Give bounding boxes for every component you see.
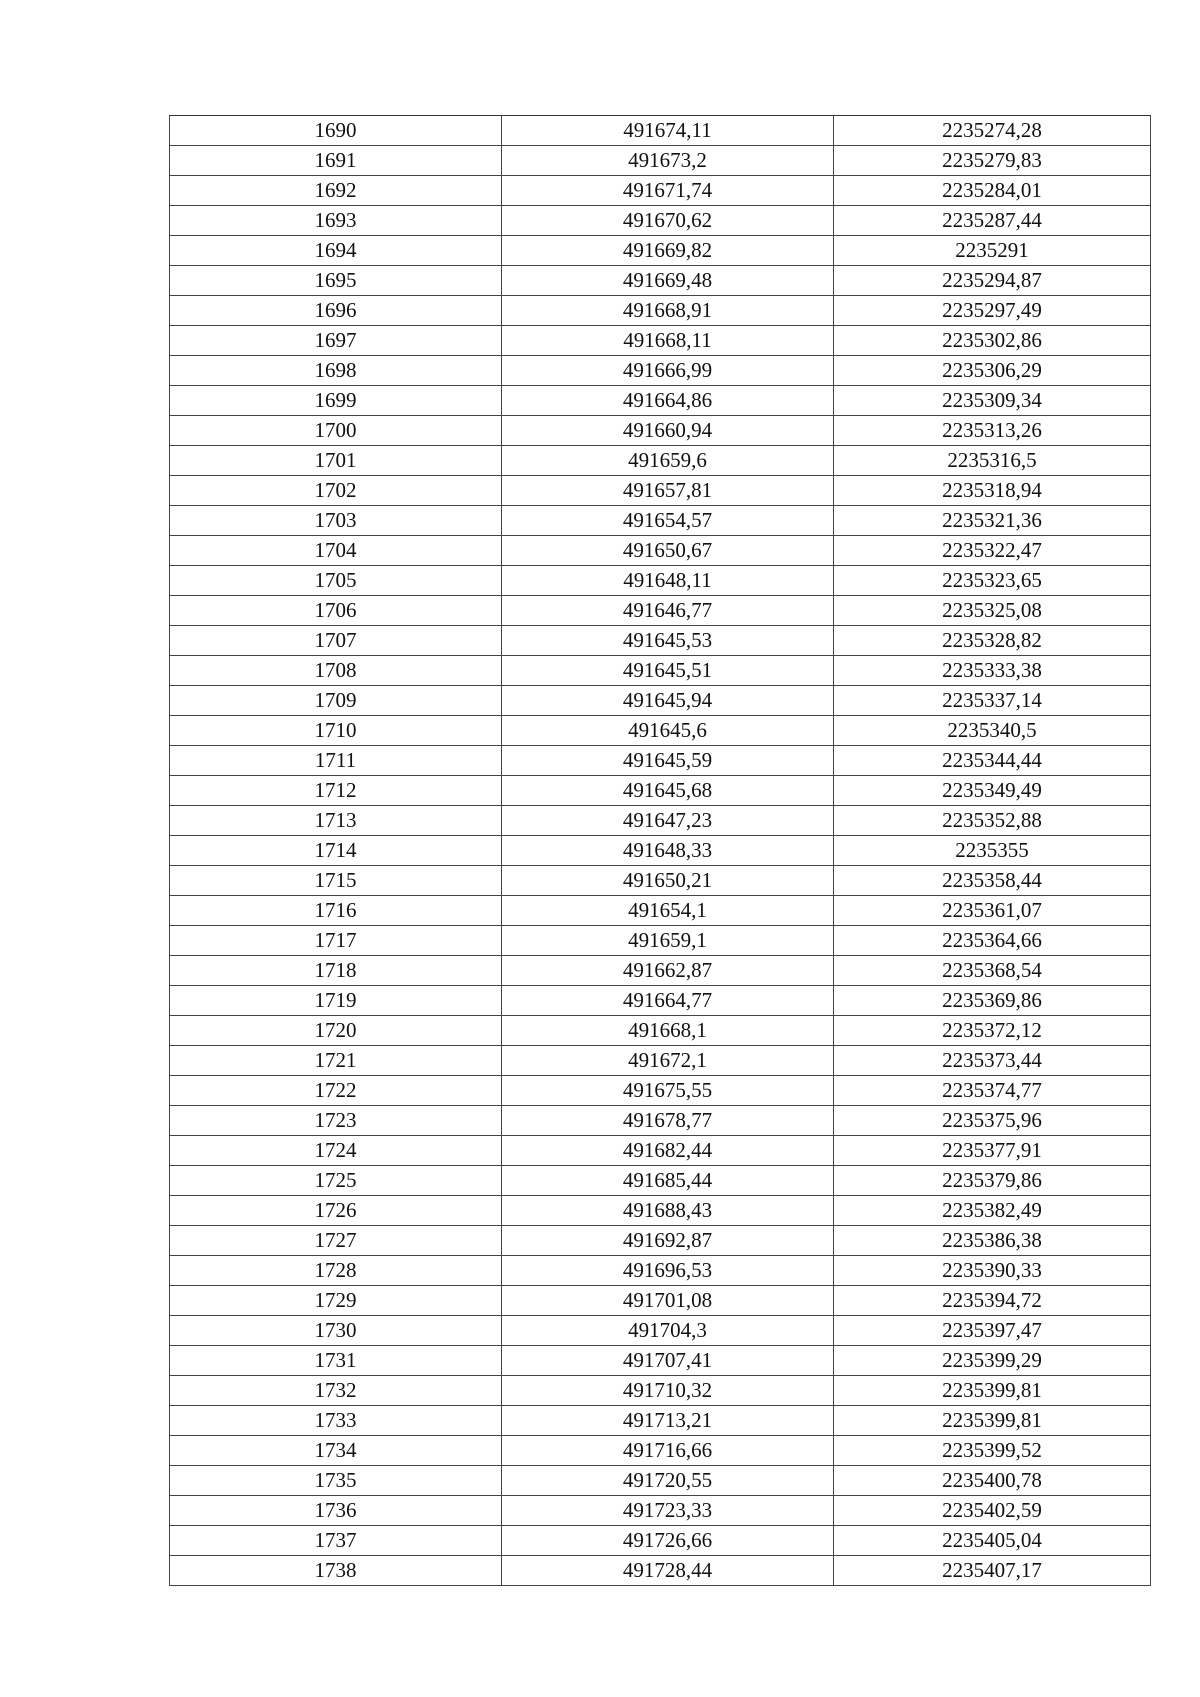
point-number-cell: 1702 [170, 476, 502, 506]
table-row [170, 1226, 1151, 1256]
table-row [170, 206, 1151, 236]
x-coordinate-cell: 491650,21 [502, 866, 834, 896]
point-number-cell: 1694 [170, 236, 502, 266]
x-coordinate-cell: 491645,68 [502, 776, 834, 806]
table-row [170, 1046, 1151, 1076]
x-coordinate-cell: 491716,66 [502, 1436, 834, 1466]
y-coordinate-cell: 2235287,44 [834, 206, 1151, 236]
y-coordinate-cell: 2235349,49 [834, 776, 1151, 806]
table-row [170, 146, 1151, 176]
y-coordinate-cell: 2235390,33 [834, 1256, 1151, 1286]
point-number-cell: 1716 [170, 896, 502, 926]
table-row [170, 956, 1151, 986]
point-number-cell: 1691 [170, 146, 502, 176]
table-row [170, 1406, 1151, 1436]
y-coordinate-cell: 2235294,87 [834, 266, 1151, 296]
y-coordinate-cell: 2235321,36 [834, 506, 1151, 536]
y-coordinate-cell: 2235337,14 [834, 686, 1151, 716]
x-coordinate-cell: 491668,11 [502, 326, 834, 356]
point-number-cell: 1731 [170, 1346, 502, 1376]
point-number-cell: 1704 [170, 536, 502, 566]
point-number-cell: 1733 [170, 1406, 502, 1436]
table-row [170, 1016, 1151, 1046]
x-coordinate-cell: 491688,43 [502, 1196, 834, 1226]
point-number-cell: 1722 [170, 1076, 502, 1106]
x-coordinate-cell: 491670,62 [502, 206, 834, 236]
point-number-cell: 1706 [170, 596, 502, 626]
table-row [170, 1526, 1151, 1556]
x-coordinate-cell: 491648,33 [502, 836, 834, 866]
point-number-cell: 1699 [170, 386, 502, 416]
x-coordinate-cell: 491671,74 [502, 176, 834, 206]
y-coordinate-cell: 2235372,12 [834, 1016, 1151, 1046]
point-number-cell: 1709 [170, 686, 502, 716]
x-coordinate-cell: 491659,6 [502, 446, 834, 476]
x-coordinate-cell: 491726,66 [502, 1526, 834, 1556]
table-row [170, 896, 1151, 926]
y-coordinate-cell: 2235297,49 [834, 296, 1151, 326]
point-number-cell: 1710 [170, 716, 502, 746]
point-number-cell: 1738 [170, 1556, 502, 1586]
point-number-cell: 1693 [170, 206, 502, 236]
x-coordinate-cell: 491666,99 [502, 356, 834, 386]
y-coordinate-cell: 2235309,34 [834, 386, 1151, 416]
table-row [170, 806, 1151, 836]
y-coordinate-cell: 2235284,01 [834, 176, 1151, 206]
x-coordinate-cell: 491673,2 [502, 146, 834, 176]
point-number-cell: 1712 [170, 776, 502, 806]
x-coordinate-cell: 491682,44 [502, 1136, 834, 1166]
y-coordinate-cell: 2235344,44 [834, 746, 1151, 776]
x-coordinate-cell: 491654,1 [502, 896, 834, 926]
x-coordinate-cell: 491645,51 [502, 656, 834, 686]
table-row [170, 446, 1151, 476]
y-coordinate-cell: 2235302,86 [834, 326, 1151, 356]
x-coordinate-cell: 491675,55 [502, 1076, 834, 1106]
x-coordinate-cell: 491645,59 [502, 746, 834, 776]
coordinates-table [169, 115, 1151, 1586]
table-row [170, 1466, 1151, 1496]
table-row [170, 1196, 1151, 1226]
y-coordinate-cell: 2235379,86 [834, 1166, 1151, 1196]
point-number-cell: 1721 [170, 1046, 502, 1076]
point-number-cell: 1718 [170, 956, 502, 986]
x-coordinate-cell: 491664,86 [502, 386, 834, 416]
y-coordinate-cell: 2235399,81 [834, 1376, 1151, 1406]
coordinates-table-body [170, 116, 1151, 1586]
y-coordinate-cell: 2235397,47 [834, 1316, 1151, 1346]
point-number-cell: 1719 [170, 986, 502, 1016]
x-coordinate-cell: 491654,57 [502, 506, 834, 536]
point-number-cell: 1697 [170, 326, 502, 356]
table-row [170, 176, 1151, 206]
x-coordinate-cell: 491685,44 [502, 1166, 834, 1196]
x-coordinate-cell: 491668,91 [502, 296, 834, 326]
point-number-cell: 1725 [170, 1166, 502, 1196]
table-row [170, 926, 1151, 956]
table-row [170, 266, 1151, 296]
table-row [170, 1436, 1151, 1466]
point-number-cell: 1737 [170, 1526, 502, 1556]
point-number-cell: 1735 [170, 1466, 502, 1496]
x-coordinate-cell: 491669,48 [502, 266, 834, 296]
y-coordinate-cell: 2235377,91 [834, 1136, 1151, 1166]
y-coordinate-cell: 2235291 [834, 236, 1151, 266]
point-number-cell: 1711 [170, 746, 502, 776]
y-coordinate-cell: 2235355 [834, 836, 1151, 866]
point-number-cell: 1723 [170, 1106, 502, 1136]
x-coordinate-cell: 491692,87 [502, 1226, 834, 1256]
table-row [170, 566, 1151, 596]
y-coordinate-cell: 2235340,5 [834, 716, 1151, 746]
x-coordinate-cell: 491678,77 [502, 1106, 834, 1136]
table-row [170, 1256, 1151, 1286]
y-coordinate-cell: 2235374,77 [834, 1076, 1151, 1106]
y-coordinate-cell: 2235361,07 [834, 896, 1151, 926]
y-coordinate-cell: 2235316,5 [834, 446, 1151, 476]
x-coordinate-cell: 491645,94 [502, 686, 834, 716]
y-coordinate-cell: 2235358,44 [834, 866, 1151, 896]
x-coordinate-cell: 491669,82 [502, 236, 834, 266]
y-coordinate-cell: 2235382,49 [834, 1196, 1151, 1226]
x-coordinate-cell: 491657,81 [502, 476, 834, 506]
point-number-cell: 1701 [170, 446, 502, 476]
table-row [170, 1496, 1151, 1526]
table-row [170, 1166, 1151, 1196]
x-coordinate-cell: 491710,32 [502, 1376, 834, 1406]
table-row [170, 686, 1151, 716]
table-row [170, 836, 1151, 866]
y-coordinate-cell: 2235306,29 [834, 356, 1151, 386]
table-row [170, 236, 1151, 266]
table-row [170, 776, 1151, 806]
table-row [170, 476, 1151, 506]
y-coordinate-cell: 2235394,72 [834, 1286, 1151, 1316]
y-coordinate-cell: 2235328,82 [834, 626, 1151, 656]
point-number-cell: 1713 [170, 806, 502, 836]
point-number-cell: 1700 [170, 416, 502, 446]
point-number-cell: 1715 [170, 866, 502, 896]
x-coordinate-cell: 491704,3 [502, 1316, 834, 1346]
x-coordinate-cell: 491674,11 [502, 116, 834, 146]
point-number-cell: 1692 [170, 176, 502, 206]
table-row [170, 1076, 1151, 1106]
point-number-cell: 1703 [170, 506, 502, 536]
x-coordinate-cell: 491720,55 [502, 1466, 834, 1496]
x-coordinate-cell: 491713,21 [502, 1406, 834, 1436]
x-coordinate-cell: 491650,67 [502, 536, 834, 566]
table-row [170, 296, 1151, 326]
x-coordinate-cell: 491707,41 [502, 1346, 834, 1376]
point-number-cell: 1732 [170, 1376, 502, 1406]
table-row [170, 626, 1151, 656]
point-number-cell: 1734 [170, 1436, 502, 1466]
x-coordinate-cell: 491672,1 [502, 1046, 834, 1076]
y-coordinate-cell: 2235407,17 [834, 1556, 1151, 1586]
table-row [170, 1346, 1151, 1376]
point-number-cell: 1728 [170, 1256, 502, 1286]
table-row [170, 1136, 1151, 1166]
table-row [170, 596, 1151, 626]
x-coordinate-cell: 491645,53 [502, 626, 834, 656]
x-coordinate-cell: 491662,87 [502, 956, 834, 986]
point-number-cell: 1714 [170, 836, 502, 866]
y-coordinate-cell: 2235373,44 [834, 1046, 1151, 1076]
table-row [170, 716, 1151, 746]
table-row [170, 536, 1151, 566]
point-number-cell: 1726 [170, 1196, 502, 1226]
y-coordinate-cell: 2235368,54 [834, 956, 1151, 986]
point-number-cell: 1690 [170, 116, 502, 146]
y-coordinate-cell: 2235322,47 [834, 536, 1151, 566]
table-row [170, 1376, 1151, 1406]
x-coordinate-cell: 491646,77 [502, 596, 834, 626]
x-coordinate-cell: 491647,23 [502, 806, 834, 836]
point-number-cell: 1707 [170, 626, 502, 656]
point-number-cell: 1736 [170, 1496, 502, 1526]
table-row [170, 416, 1151, 446]
x-coordinate-cell: 491723,33 [502, 1496, 834, 1526]
table-row [170, 1556, 1151, 1586]
x-coordinate-cell: 491660,94 [502, 416, 834, 446]
point-number-cell: 1705 [170, 566, 502, 596]
y-coordinate-cell: 2235318,94 [834, 476, 1151, 506]
table-row [170, 986, 1151, 1016]
y-coordinate-cell: 2235375,96 [834, 1106, 1151, 1136]
y-coordinate-cell: 2235279,83 [834, 146, 1151, 176]
table-row [170, 326, 1151, 356]
y-coordinate-cell: 2235369,86 [834, 986, 1151, 1016]
x-coordinate-cell: 491659,1 [502, 926, 834, 956]
point-number-cell: 1720 [170, 1016, 502, 1046]
table-row [170, 1316, 1151, 1346]
table-row [170, 656, 1151, 686]
y-coordinate-cell: 2235325,08 [834, 596, 1151, 626]
table-row [170, 746, 1151, 776]
x-coordinate-cell: 491701,08 [502, 1286, 834, 1316]
y-coordinate-cell: 2235399,81 [834, 1406, 1151, 1436]
x-coordinate-cell: 491696,53 [502, 1256, 834, 1286]
point-number-cell: 1724 [170, 1136, 502, 1166]
y-coordinate-cell: 2235400,78 [834, 1466, 1151, 1496]
x-coordinate-cell: 491728,44 [502, 1556, 834, 1586]
y-coordinate-cell: 2235333,38 [834, 656, 1151, 686]
x-coordinate-cell: 491645,6 [502, 716, 834, 746]
y-coordinate-cell: 2235405,04 [834, 1526, 1151, 1556]
x-coordinate-cell: 491648,11 [502, 566, 834, 596]
point-number-cell: 1729 [170, 1286, 502, 1316]
table-row [170, 506, 1151, 536]
y-coordinate-cell: 2235399,52 [834, 1436, 1151, 1466]
y-coordinate-cell: 2235323,65 [834, 566, 1151, 596]
y-coordinate-cell: 2235386,38 [834, 1226, 1151, 1256]
x-coordinate-cell: 491668,1 [502, 1016, 834, 1046]
y-coordinate-cell: 2235352,88 [834, 806, 1151, 836]
table-row [170, 1106, 1151, 1136]
y-coordinate-cell: 2235399,29 [834, 1346, 1151, 1376]
table-row [170, 866, 1151, 896]
y-coordinate-cell: 2235402,59 [834, 1496, 1151, 1526]
y-coordinate-cell: 2235364,66 [834, 926, 1151, 956]
point-number-cell: 1696 [170, 296, 502, 326]
table-row [170, 116, 1151, 146]
point-number-cell: 1695 [170, 266, 502, 296]
table-row [170, 1286, 1151, 1316]
point-number-cell: 1708 [170, 656, 502, 686]
y-coordinate-cell: 2235313,26 [834, 416, 1151, 446]
point-number-cell: 1698 [170, 356, 502, 386]
table-row [170, 386, 1151, 416]
x-coordinate-cell: 491664,77 [502, 986, 834, 1016]
y-coordinate-cell: 2235274,28 [834, 116, 1151, 146]
point-number-cell: 1717 [170, 926, 502, 956]
point-number-cell: 1730 [170, 1316, 502, 1346]
table-row [170, 356, 1151, 386]
point-number-cell: 1727 [170, 1226, 502, 1256]
